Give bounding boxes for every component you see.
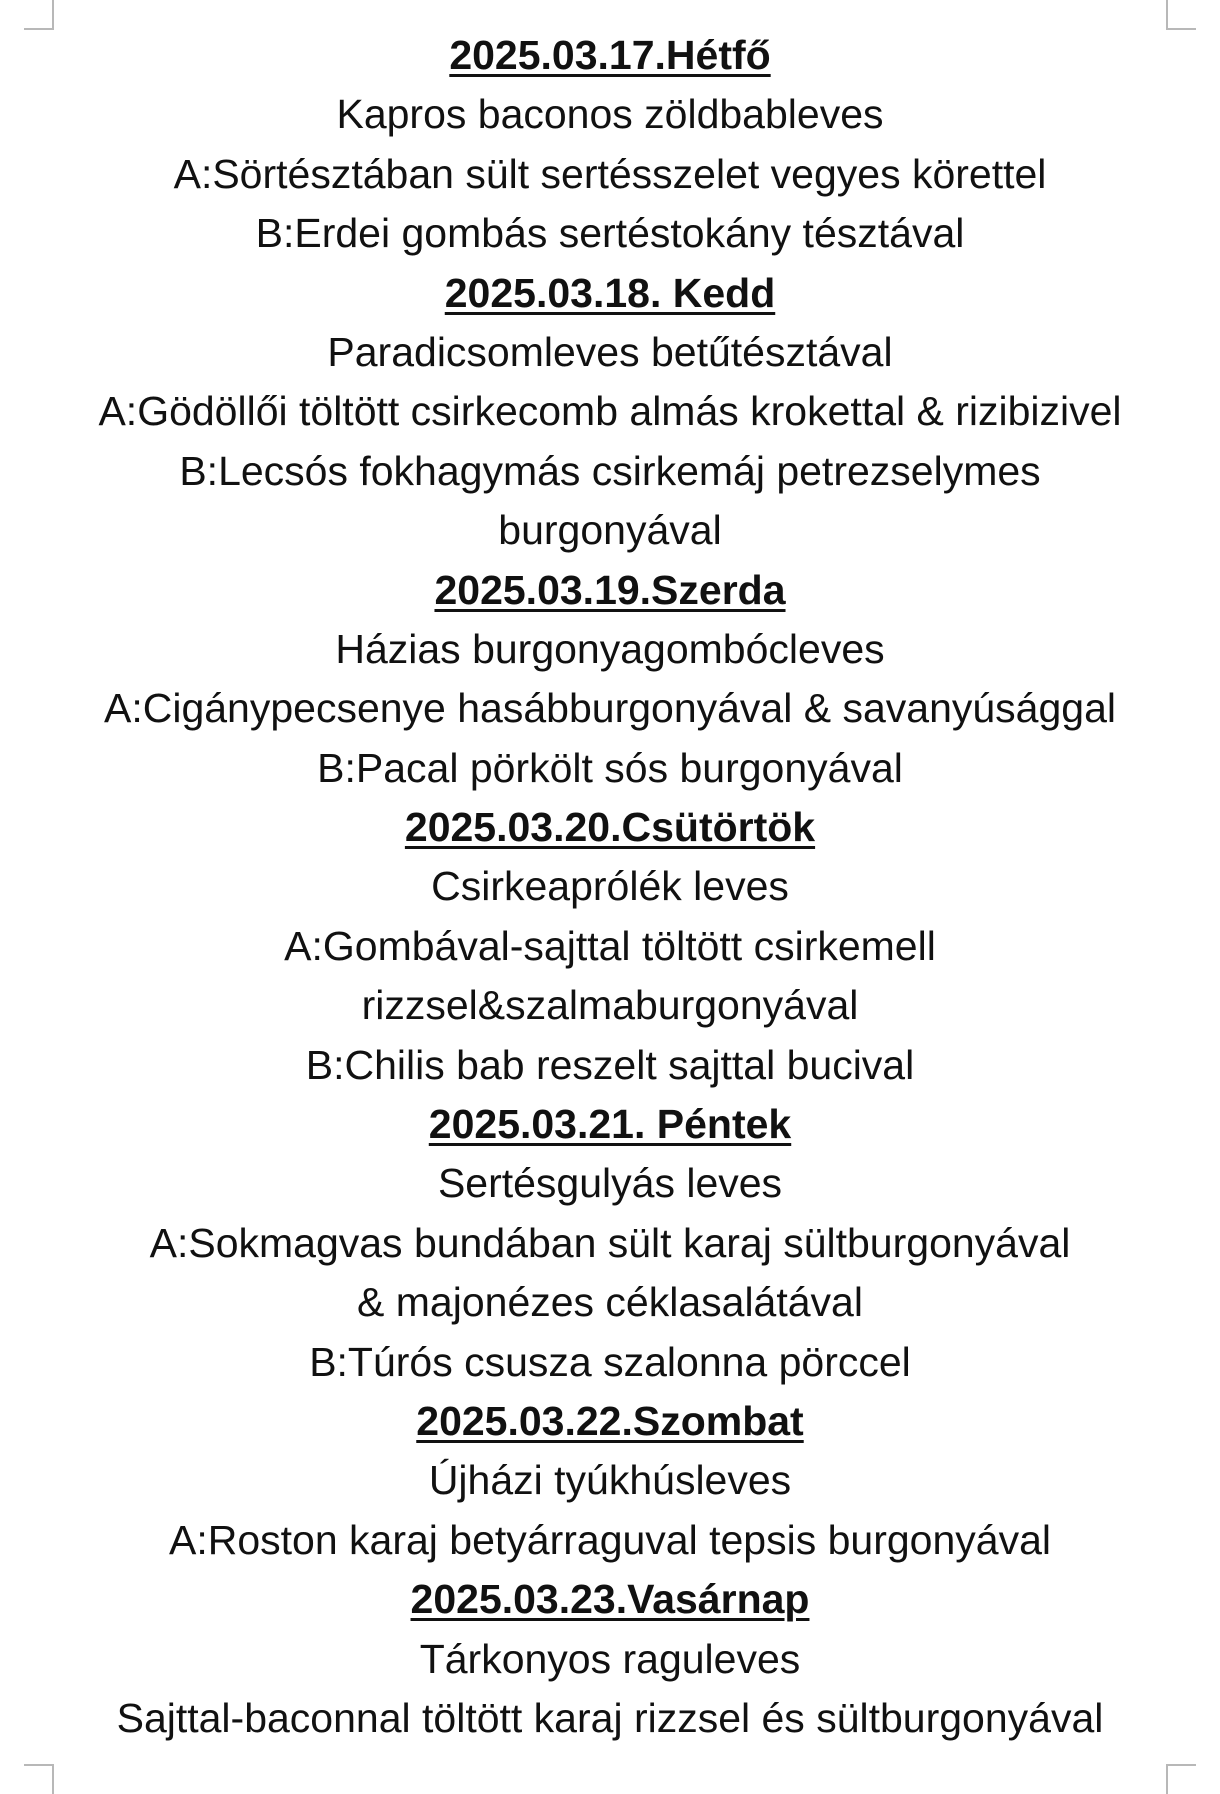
menu-line-option-a: A:Roston karaj betyárraguval tepsis burgonyával [169, 1516, 1051, 1563]
menu-line-soup: Sertésgulyás leves [437, 1160, 783, 1207]
menu-line-soup: Kapros baconos zöldbableves [336, 91, 884, 138]
day-heading: 2025.03.19.Szerda [434, 566, 786, 613]
menu-line-option-b: B:Lecsós fokhagymás csirkemáj petrezselymes [179, 447, 1041, 494]
menu-line-option-a-continued: & majonézes céklasalátával [357, 1279, 863, 1326]
day-section-saturday [0, 1392, 1220, 1570]
day-section-friday [0, 1095, 1220, 1392]
day-section-thursday [0, 798, 1220, 1095]
menu-line-soup: Házias burgonyagombócleves [335, 625, 885, 672]
day-section-sunday [0, 1570, 1220, 1748]
menu-line-option-b: B:Erdei gombás sertéstokány tésztával [255, 210, 965, 257]
menu-line-option-b-continued: burgonyával [498, 507, 722, 554]
day-section-monday [0, 26, 1220, 264]
day-heading: 2025.03.17.Hétfő [449, 32, 771, 78]
menu-line-soup: Csirkeaprólék leves [431, 863, 789, 910]
day-heading: 2025.03.20.Csütörtök [404, 804, 816, 851]
menu-line-option-a: A:Gombával-sajttal töltött csirkemell [284, 922, 936, 969]
menu-line-option-b: B:Túrós csusza szalonna pörccel [309, 1338, 911, 1385]
menu-line-option-a: A:Gödöllői töltött csirkecomb almás krokettal & rizibizivel [98, 388, 1122, 435]
menu-line-soup: Újházi tyúkhúsleves [428, 1457, 792, 1504]
day-heading: 2025.03.22.Szombat [416, 1397, 804, 1444]
menu-line-option-a: A:Sörtésztában sült sertésszelet vegyes körettel [173, 150, 1047, 197]
day-section-tuesday [0, 264, 1220, 561]
menu-line-option-b: B:Pacal pörkölt sós burgonyával [317, 744, 903, 791]
page-corner-mark-bottom-left [24, 1764, 54, 1794]
menu-line-soup: Tárkonyos raguleves [419, 1635, 801, 1682]
weekly-menu [0, 26, 1220, 1748]
menu-line-soup: Paradicsomleves betűtésztával [327, 328, 893, 375]
menu-line-option-a: A:Sokmagvas bundában sült karaj sültburgonyával [149, 1219, 1071, 1266]
menu-line-option-a: A:Cigánypecsenye hasábburgonyával & savanyúsággal [103, 685, 1116, 732]
menu-line-main-course: Sajttal-baconnal töltött karaj rizzsel és sültburgonyával [116, 1694, 1104, 1741]
day-heading: 2025.03.18. Kedd [444, 269, 776, 316]
menu-line-option-a-continued: rizzsel&szalmaburgonyával [361, 982, 859, 1029]
day-heading: 2025.03.21. Péntek [428, 1101, 792, 1148]
day-section-wednesday [0, 561, 1220, 799]
menu-line-option-b: B:Chilis bab reszelt sajttal bucival [305, 1041, 915, 1088]
page-corner-mark-bottom-right [1166, 1764, 1196, 1794]
day-heading: 2025.03.23.Vasárnap [410, 1576, 810, 1623]
